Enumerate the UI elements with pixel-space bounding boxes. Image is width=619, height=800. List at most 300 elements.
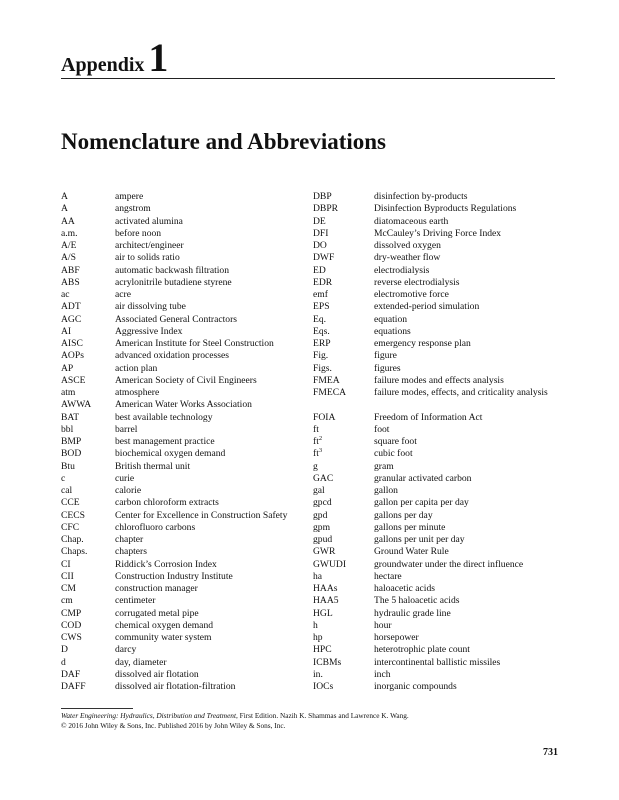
abbreviation-term-text: cm <box>61 595 73 607</box>
abbreviation-entry <box>61 412 311 424</box>
abbreviation-term-text: IOCs <box>313 681 334 692</box>
abbreviation-term <box>313 559 374 571</box>
abbreviation-entry <box>61 424 311 436</box>
abbreviation-entry <box>61 203 311 215</box>
abbreviation-definition: darcy <box>115 644 137 656</box>
abbreviation-term-text: DE <box>313 215 326 227</box>
abbreviation-term-text: AOPs <box>61 350 84 362</box>
abbreviation-term-text: A <box>61 203 68 215</box>
abbreviation-entry <box>313 191 557 203</box>
abbreviation-entry <box>61 252 311 264</box>
abbreviation-definition: Associated General Contractors <box>115 313 238 325</box>
abbreviation-term <box>313 301 374 313</box>
abbreviation-entry <box>61 497 311 509</box>
abbreviation-term-text: Fig. <box>313 350 329 362</box>
abbreviation-definition: best management practice <box>115 436 215 447</box>
abbreviation-term-text: BMP <box>61 436 82 447</box>
abbreviation-entry <box>61 448 311 460</box>
abbreviation-definition: foot <box>374 423 390 435</box>
abbreviation-entry <box>61 534 311 546</box>
abbreviation-term-text: GWUDI <box>313 558 347 570</box>
abbreviation-definition: hour <box>374 619 392 631</box>
abbreviation-term <box>313 681 374 693</box>
abbreviation-entry <box>313 240 557 252</box>
abbreviation-term <box>313 424 374 436</box>
abbreviation-entry <box>61 350 311 362</box>
abbreviation-term-text: AP <box>61 362 74 374</box>
abbreviation-term <box>313 350 374 362</box>
abbreviation-definition: chapter <box>115 534 144 545</box>
abbreviation-term-text: CI <box>61 558 71 570</box>
abbreviation-definition: gallons per unit per day <box>374 534 465 545</box>
abbreviation-term <box>313 510 374 522</box>
abbreviation-definition: intercontinental ballistic missiles <box>374 656 501 668</box>
abbreviation-term <box>61 363 115 375</box>
abbreviation-entry <box>313 228 557 240</box>
abbreviation-definition: gram <box>374 460 394 472</box>
abbreviation-term-text: Chap. <box>61 534 84 545</box>
abbreviation-term-text: DBPR <box>313 203 339 215</box>
abbreviation-term <box>313 375 374 387</box>
abbreviation-entry <box>313 620 557 632</box>
abbreviation-entry <box>61 461 311 473</box>
abbreviation-term <box>61 559 115 571</box>
abbreviation-definition: biochemical oxygen demand <box>115 448 226 460</box>
abbreviation-entry <box>313 301 557 313</box>
abbreviation-term <box>313 338 374 350</box>
abbreviation-entry <box>313 522 557 534</box>
abbreviation-entry <box>313 595 557 607</box>
abbreviation-term <box>61 228 115 240</box>
abbreviation-term-text: FOIA <box>313 411 336 423</box>
abbreviation-term <box>313 387 374 412</box>
abbreviation-definition: American Society of Civil Engineers <box>115 374 257 386</box>
abbreviation-term <box>313 608 374 620</box>
abbreviation-term <box>313 448 374 460</box>
abbreviation-term-text: A/S <box>61 252 76 264</box>
abbreviation-entry <box>61 522 311 534</box>
abbreviation-term <box>313 534 374 546</box>
abbreviation-term-text: AISC <box>61 338 83 349</box>
abbreviation-entry <box>313 448 557 460</box>
citation-rest: , First Edition. Nazih K. Shammas and Lawrence K. Wang. <box>235 711 409 720</box>
abbreviation-definition: The 5 haloacetic acids <box>374 595 460 607</box>
abbreviation-entry <box>61 265 311 277</box>
abbreviation-entry <box>61 681 311 693</box>
abbreviation-entry <box>313 412 557 424</box>
abbreviation-term <box>313 326 374 338</box>
abbreviation-term-text: AA <box>61 215 75 227</box>
abbreviation-entry <box>313 436 557 448</box>
abbreviation-entry <box>313 252 557 264</box>
abbreviation-entry <box>61 608 311 620</box>
abbreviation-definition: architect/engineer <box>115 240 184 251</box>
abbreviation-definition: Aggressive Index <box>115 325 183 337</box>
appendix-number: 1 <box>148 35 169 80</box>
abbreviation-definition: dry-weather flow <box>374 252 441 264</box>
abbreviation-superscript: 2 <box>318 434 323 442</box>
page-title: Nomenclature and Abbreviations <box>61 129 387 154</box>
copyright-line: © 2016 John Wiley & Sons, Inc. Published 2016 by John Wiley & Sons, Inc. <box>61 720 286 730</box>
abbreviation-entry <box>313 644 557 656</box>
abbreviation-entry <box>313 338 557 350</box>
abbreviation-term-text: Chaps. <box>61 546 88 558</box>
abbreviation-entry <box>313 669 557 681</box>
abbreviation-term-text: atm <box>61 387 76 398</box>
abbreviation-term <box>61 338 115 350</box>
abbreviation-term-text: ERP <box>313 338 331 349</box>
abbreviation-term-text: emf <box>313 289 328 300</box>
abbreviation-entry <box>313 681 557 693</box>
abbreviation-entry <box>313 314 557 326</box>
abbreviation-term <box>313 485 374 497</box>
abbreviation-definition: inorganic compounds <box>374 681 457 692</box>
abbreviation-term-text: Btu <box>61 460 75 472</box>
abbreviation-definition: British thermal unit <box>115 460 191 472</box>
abbreviation-definition: Riddick’s Corrosion Index <box>115 558 217 570</box>
abbreviation-entry <box>313 571 557 583</box>
abbreviation-term-text: AGC <box>61 313 82 325</box>
abbreviation-definition: emergency response plan <box>374 338 471 349</box>
abbreviation-term-text: gpd <box>313 509 328 521</box>
abbreviation-definition: cubic foot <box>374 448 413 460</box>
abbreviation-term-text: ASCE <box>61 374 86 386</box>
abbreviation-entry <box>61 240 311 252</box>
abbreviation-entry <box>313 350 557 362</box>
abbreviation-entry <box>61 338 311 350</box>
abbreviation-term-text: ft <box>313 448 319 460</box>
abbreviation-entry <box>313 485 557 497</box>
abbreviation-entry <box>313 608 557 620</box>
abbreviation-term <box>61 632 115 644</box>
abbreviation-entry <box>313 424 557 436</box>
abbreviation-term <box>61 216 115 228</box>
abbreviation-definition: American Institute for Steel Construction <box>115 338 274 349</box>
abbreviation-definition: gallon per capita per day <box>374 497 469 509</box>
abbreviation-definition: failure modes, effects, and criticality analysis <box>374 387 548 398</box>
abbreviation-term-text: d <box>61 656 66 668</box>
abbreviation-term-text: a.m. <box>61 227 78 239</box>
abbreviation-entry <box>313 546 557 558</box>
abbreviation-term-text: AWWA <box>61 399 92 411</box>
abbreviation-term <box>313 240 374 252</box>
abbreviation-term <box>61 387 115 399</box>
abbreviation-term <box>313 203 374 215</box>
abbreviation-term-text: CWS <box>61 632 82 643</box>
abbreviation-entry <box>313 387 557 412</box>
abbreviation-entry <box>61 326 311 338</box>
abbreviation-definition: hectare <box>374 570 402 582</box>
abbreviation-term-text: gpm <box>313 521 331 533</box>
abbreviation-entry <box>61 436 311 448</box>
abbreviation-term-text: ABS <box>61 276 80 288</box>
abbreviation-term-text: gpcd <box>313 497 332 509</box>
abbreviation-definition: calorie <box>115 485 142 496</box>
abbreviation-entry <box>61 632 311 644</box>
abbreviation-definition: disinfection by-products <box>374 191 468 202</box>
abbreviation-term <box>313 644 374 656</box>
abbreviation-term <box>313 363 374 375</box>
abbreviation-entry <box>313 583 557 595</box>
abbreviation-definition: gallon <box>374 485 398 496</box>
abbreviation-definition: before noon <box>115 227 162 239</box>
abbreviation-term-text: DAF <box>61 668 81 680</box>
abbreviation-term-text: HPC <box>313 644 332 656</box>
abbreviation-term <box>313 620 374 632</box>
abbreviation-entry <box>313 632 557 644</box>
abbreviation-term-text: AI <box>61 325 72 337</box>
abbreviation-definition: dissolved air flotation-filtration <box>115 681 236 692</box>
abbreviation-entry <box>313 216 557 228</box>
abbreviation-term <box>313 252 374 264</box>
abbreviation-entry <box>313 559 557 571</box>
abbreviation-term-text: BOD <box>61 448 82 460</box>
abbreviation-definition: gallons per day <box>374 509 433 521</box>
abbreviation-term-text: EDR <box>313 276 333 288</box>
abbreviation-term <box>61 583 115 595</box>
abbreviation-term-text: g <box>313 460 318 472</box>
abbreviation-term <box>61 485 115 497</box>
abbreviation-entry <box>61 571 311 583</box>
abbreviation-term <box>313 473 374 485</box>
abbreviation-term <box>61 473 115 485</box>
abbreviation-entry <box>313 473 557 485</box>
abbreviation-term <box>61 461 115 473</box>
abbreviation-entry <box>61 546 311 558</box>
abbreviation-definition: figures <box>374 362 401 374</box>
abbreviation-term <box>61 252 115 264</box>
abbreviation-term-text: D <box>61 644 68 656</box>
abbreviation-term-text: COD <box>61 619 82 631</box>
abbreviation-entry <box>61 669 311 681</box>
abbreviation-term-text: ICBMs <box>313 656 342 668</box>
abbreviation-entry <box>61 583 311 595</box>
abbreviation-term <box>61 203 115 215</box>
abbreviation-term-text: cal <box>61 485 73 496</box>
appendix-label: Appendix <box>61 54 145 76</box>
abbreviation-definition: best available technology <box>115 411 213 423</box>
abbreviation-term-text: DWF <box>313 252 335 264</box>
abbreviation-definition: corrugated metal pipe <box>115 607 199 619</box>
abbreviation-entry <box>313 326 557 338</box>
abbreviation-definition: square foot <box>374 436 417 447</box>
abbreviation-entry <box>61 510 311 522</box>
abbreviation-term <box>313 571 374 583</box>
abbreviation-term <box>61 277 115 289</box>
abbreviation-definition: community water system <box>115 632 212 643</box>
abbreviation-entry <box>313 277 557 289</box>
abbreviation-definition: figure <box>374 350 397 362</box>
abbreviation-definition: equation <box>374 313 408 325</box>
abbreviation-entry <box>313 289 557 301</box>
abbreviation-term-text: GAC <box>313 472 334 484</box>
abbreviation-term <box>313 314 374 326</box>
abbreviation-term <box>61 191 115 203</box>
abbreviation-term-text: gpud <box>313 534 333 545</box>
abbreviation-definition: acre <box>115 289 131 300</box>
abbreviation-entry <box>61 363 311 375</box>
abbreviation-term-text: CFC <box>61 521 80 533</box>
abbreviation-term-text: h <box>313 619 318 631</box>
abbreviation-term <box>61 681 115 693</box>
abbreviation-entry <box>313 375 557 387</box>
abbreviation-definition: granular activated carbon <box>374 472 472 484</box>
abbreviation-entry <box>61 657 311 669</box>
abbreviation-entry <box>61 473 311 485</box>
abbreviation-entry <box>61 277 311 289</box>
abbreviation-term <box>61 240 115 252</box>
book-title: Water Engineering: Hydraulics, Distribution and Treatment <box>61 711 236 720</box>
abbreviation-term-text: DFI <box>313 227 329 239</box>
appendix-header <box>61 34 555 81</box>
abbreviation-term-text: FMEA <box>313 374 340 386</box>
abbreviation-definition: equations <box>374 325 411 337</box>
abbreviation-entry <box>313 510 557 522</box>
abbreviation-definition: failure modes and effects analysis <box>374 374 504 386</box>
abbreviation-term <box>313 632 374 644</box>
abbreviation-term <box>61 546 115 558</box>
abbreviation-definition: automatic backwash filtration <box>115 264 230 276</box>
abbreviation-definition: advanced oxidation processes <box>115 350 230 362</box>
abbreviation-term <box>313 657 374 669</box>
abbreviation-entry <box>61 191 311 203</box>
abbreviation-definition: heterotrophic plate count <box>374 644 470 656</box>
abbreviation-term-text: CII <box>61 570 74 582</box>
abbreviation-definition: chapters <box>115 546 147 558</box>
abbreviation-definition: McCauley’s Driving Force Index <box>374 227 502 239</box>
abbreviation-term-text: BAT <box>61 411 80 423</box>
abbreviation-entry <box>61 399 311 411</box>
abbreviation-term-text: CM <box>61 583 76 594</box>
abbreviation-entry <box>61 228 311 240</box>
abbreviation-entry <box>313 461 557 473</box>
abbreviation-term <box>313 289 374 301</box>
abbreviation-definition: Ground Water Rule <box>374 546 449 558</box>
abbreviation-term <box>61 314 115 326</box>
abbreviation-term <box>61 571 115 583</box>
abbreviation-term-text: hp <box>313 632 323 643</box>
abbreviation-definition: Freedom of Information Act <box>374 411 483 423</box>
abbreviation-term-text: gal <box>313 485 325 496</box>
abbreviation-term <box>61 522 115 534</box>
abbreviation-term-text: c <box>61 472 66 484</box>
abbreviation-definition: American Water Works Association <box>115 399 252 411</box>
abbreviation-entry <box>313 534 557 546</box>
abbreviation-entry <box>61 216 311 228</box>
abbreviation-definition: air to solids ratio <box>115 252 180 264</box>
abbreviation-definition: activated alumina <box>115 215 183 227</box>
abbreviation-entry <box>313 265 557 277</box>
abbreviation-entry <box>313 203 557 215</box>
abbreviation-term <box>61 534 115 546</box>
abbreviation-entry <box>61 314 311 326</box>
abbreviation-definition: curie <box>115 472 135 484</box>
abbreviation-term <box>61 608 115 620</box>
abbreviation-definition: gallons per minute <box>374 521 446 533</box>
abbreviation-term-text: ft <box>313 436 319 447</box>
abbreviation-entry <box>313 363 557 375</box>
abbreviation-term <box>313 191 374 203</box>
abbreviation-term <box>61 301 115 313</box>
abbreviation-entry <box>61 620 311 632</box>
abbreviation-list-left <box>61 191 311 693</box>
abbreviation-term <box>61 326 115 338</box>
abbreviation-term-text: ha <box>313 570 323 582</box>
abbreviation-term <box>61 424 115 436</box>
abbreviation-definition: chemical oxygen demand <box>115 619 214 631</box>
abbreviation-term <box>313 228 374 240</box>
abbreviation-term <box>313 412 374 424</box>
abbreviation-entry <box>61 595 311 607</box>
abbreviation-term-text: CMP <box>61 607 82 619</box>
abbreviation-term <box>313 595 374 607</box>
abbreviation-definition: electrodialysis <box>374 264 430 276</box>
abbreviation-term <box>313 216 374 228</box>
abbreviation-definition: construction manager <box>115 583 198 594</box>
abbreviation-term-text: ft <box>313 423 319 435</box>
abbreviation-term-text: CECS <box>61 509 85 521</box>
abbreviation-entry <box>61 301 311 313</box>
abbreviation-definition: angstrom <box>115 203 151 215</box>
abbreviation-term-text: in. <box>313 668 323 680</box>
abbreviation-term <box>313 546 374 558</box>
header-divider <box>61 78 555 79</box>
abbreviation-entry <box>61 644 311 656</box>
abbreviation-definition: action plan <box>115 362 158 374</box>
abbreviation-definition: horsepower <box>374 632 419 643</box>
abbreviation-term <box>61 265 115 277</box>
abbreviation-definition: hydraulic grade line <box>374 607 451 619</box>
abbreviation-term-text: FMECA <box>313 387 347 398</box>
abbreviation-term-text: Eq. <box>313 313 327 325</box>
abbreviation-term <box>61 399 115 411</box>
abbreviation-term <box>313 265 374 277</box>
abbreviation-term-text: A/E <box>61 240 77 251</box>
abbreviation-term <box>61 657 115 669</box>
abbreviation-entry <box>61 485 311 497</box>
abbreviation-term <box>61 412 115 424</box>
abbreviation-term-text: A <box>61 191 68 202</box>
abbreviation-term <box>61 448 115 460</box>
abbreviation-term-text: EPS <box>313 301 330 313</box>
abbreviation-term <box>61 669 115 681</box>
abbreviation-entry <box>313 657 557 669</box>
abbreviation-term-text: CCE <box>61 497 80 509</box>
abbreviation-term <box>61 644 115 656</box>
abbreviation-term-text: DO <box>313 240 327 251</box>
abbreviation-term-text: DBP <box>313 191 332 202</box>
abbreviation-definition: Center for Excellence in Construction Safety <box>115 509 288 521</box>
abbreviation-entry <box>61 387 311 399</box>
abbreviation-term <box>61 375 115 387</box>
page-number: 731 <box>543 747 558 758</box>
abbreviation-term-text: Figs. <box>313 362 332 374</box>
abbreviation-term <box>61 436 115 448</box>
abbreviation-definition: dissolved oxygen <box>374 240 441 251</box>
footnote-citation <box>61 711 561 721</box>
abbreviation-entry <box>313 497 557 509</box>
abbreviation-definition: electromotive force <box>374 289 449 300</box>
abbreviation-term <box>313 497 374 509</box>
abbreviation-superscript: 3 <box>318 447 323 455</box>
abbreviation-term-text: HGL <box>313 607 333 619</box>
abbreviation-definition: Construction Industry Institute <box>115 570 233 582</box>
abbreviation-definition: groundwater under the direct influence <box>374 558 524 570</box>
abbreviation-term <box>313 277 374 289</box>
abbreviation-definition: dissolved air flotation <box>115 668 199 680</box>
abbreviation-term-text: HAA5 <box>313 595 339 607</box>
abbreviation-definition: inch <box>374 668 391 680</box>
